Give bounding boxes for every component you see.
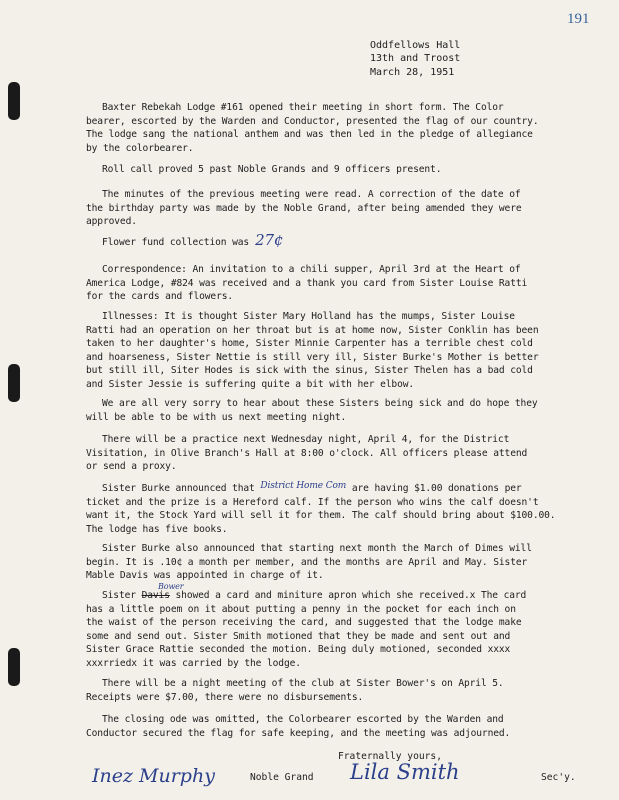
- meeting-header: [370, 39, 460, 79]
- text-segment: showed a card and miniture apron which she received.x The card: [175, 590, 527, 601]
- text-line: Baxter Rebekah Lodge #161 opened their meeting in short form. The Color: [102, 102, 504, 113]
- text-line: Roll call proved 5 past Noble Grands and 9 officers present.: [102, 164, 442, 175]
- struck-out-name: Davis: [141, 590, 170, 601]
- paragraph-practice: [86, 433, 612, 474]
- handwritten-insert-bower: Bower: [158, 582, 184, 591]
- header-address: 13th and Troost: [370, 53, 461, 65]
- signature-secretary: Lila Smith: [350, 760, 460, 784]
- text-line: The closing ode was omitted, the Colorbearer escorted by the Warden and: [102, 714, 504, 725]
- text-line: America Lodge, #824 was received and a thank you card from Sister Louise Ratti: [86, 277, 528, 289]
- text-line: approved.: [86, 216, 137, 228]
- text-line: Correspondence: An invitation to a chili supper, April 3rd at the Heart of: [102, 264, 521, 275]
- paragraph-night-meeting: [86, 677, 612, 704]
- title-secretary: Sec'y.: [541, 772, 576, 783]
- text-line: Ratti had an operation on her throat but is at home now, Sister Conklin has been: [86, 324, 539, 336]
- text-line: but still ill, Siter Hodes is sick with the sinus, Sister Thelen has a bad cold: [86, 365, 533, 377]
- flower-fund-text: Flower fund collection was: [102, 237, 250, 248]
- text-line: some and send out. Sister Smith motioned that they be made and sent out and: [86, 630, 511, 642]
- text-line: Visitation, in Olive Branch's Hall at 8:00 o'clock. All officers please attend: [86, 447, 528, 459]
- text-line: We are all very sorry to hear about these Sisters being sick and do hope they: [102, 398, 538, 409]
- text-line: for the cards and flowers.: [86, 291, 234, 303]
- text-line: Sister Burke also announced that starting next month the March of Dimes will: [102, 543, 532, 554]
- text-line: xxxrriedx it was carried by the lodge.: [86, 657, 301, 669]
- header-venue: Oddfellows Hall: [370, 40, 461, 51]
- paragraph-illnesses: [86, 310, 612, 392]
- paragraph-correspondence: [86, 263, 612, 304]
- text-line: want it, the Stock Yard will sell it for them. The calf should bring about $100.00.: [86, 510, 556, 522]
- text-line: bearer, escorted by the Warden and Conductor, presented the flag of our country.: [86, 115, 539, 127]
- paragraph-closing: [86, 713, 612, 740]
- punch-hole-middle: [8, 364, 20, 402]
- paragraph-minutes: [86, 188, 612, 229]
- paragraph-march-of-dimes: [86, 542, 612, 583]
- text-line: has a little poem on it about putting a penny in the pocket for each inch on: [86, 603, 516, 615]
- paragraph-apron-card: [86, 582, 612, 671]
- flower-fund-amount-handwritten: 27¢: [255, 231, 284, 249]
- header-date: March 28, 1951: [370, 66, 455, 78]
- text-line: There will be a night meeting of the club at Sister Bower's on April 5.: [102, 678, 504, 689]
- text-line: [102, 480, 612, 496]
- paragraph-calf-raffle: [86, 480, 612, 536]
- text-line: The lodge sang the national anthem and was then led in the pledge of allegiance: [86, 129, 533, 141]
- text-segment: are having $1.00 donations per: [351, 483, 522, 494]
- punch-hole-top: [8, 82, 20, 120]
- text-line: The lodge has five books.: [86, 523, 228, 535]
- text-line: begin. It is .10¢ a month per member, and the months are April and May. Sister: [86, 556, 528, 568]
- text-line: and hoarseness, Sister Nettie is still very ill, Sister Burke's Mother is better: [86, 351, 539, 363]
- paragraph-flower-fund: [102, 231, 612, 250]
- text-line: Sister Grace Rattie seconded the motion. Being duly motioned, seconded xxxx: [86, 644, 511, 656]
- paragraph-opening: [86, 101, 612, 155]
- text-line: Mable Davis was appointed in charge of it.: [86, 570, 324, 582]
- text-line: Receipts were $7.00, there were no disbursements.: [86, 691, 364, 703]
- text-line: The minutes of the previous meeting were read. A correction of the date of: [102, 189, 521, 200]
- page-number: 191: [567, 11, 590, 27]
- text-line: There will be a practice next Wednesday night, April 4, for the District: [102, 434, 510, 445]
- paragraph-sympathy: [86, 397, 612, 424]
- signature-noble-grand: Inez Murphy: [92, 765, 215, 787]
- text-line: will be able to be with us next meeting night.: [86, 411, 347, 423]
- text-line: Conductor secured the flag for safe keeping, and the meeting was adjourned.: [86, 727, 511, 739]
- text-segment: Sister: [102, 590, 136, 601]
- handwritten-insert-district-home-com: District Home Com: [260, 481, 347, 491]
- text-line: or send a proxy.: [86, 461, 177, 473]
- title-noble-grand: Noble Grand: [250, 772, 314, 783]
- text-segment: Sister Burke announced that: [102, 483, 255, 494]
- punch-hole-bottom: [8, 648, 20, 686]
- text-line: Illnesses: It is thought Sister Mary Holland has the mumps, Sister Louise: [102, 311, 515, 322]
- text-line: ticket and the prize is a Hereford calf. If the person who wins the calf doesn't: [86, 496, 539, 508]
- paragraph-roll-call: [102, 163, 612, 177]
- closing-salutation: Fraternally yours,: [338, 751, 442, 762]
- text-line: the birthday party was made by the Noble Grand, after being amended they were: [86, 202, 522, 214]
- text-line: by the colorbearer.: [86, 142, 194, 154]
- text-line: the waist of the person receiving the card, and suggested that the lodge make: [86, 617, 522, 629]
- text-line: taken to her daughter's home, Sister Minnie Carpenter has a terrible chest cold: [86, 338, 533, 350]
- text-line: and Sister Jessie is suffering quite a bit with her elbow.: [86, 378, 415, 390]
